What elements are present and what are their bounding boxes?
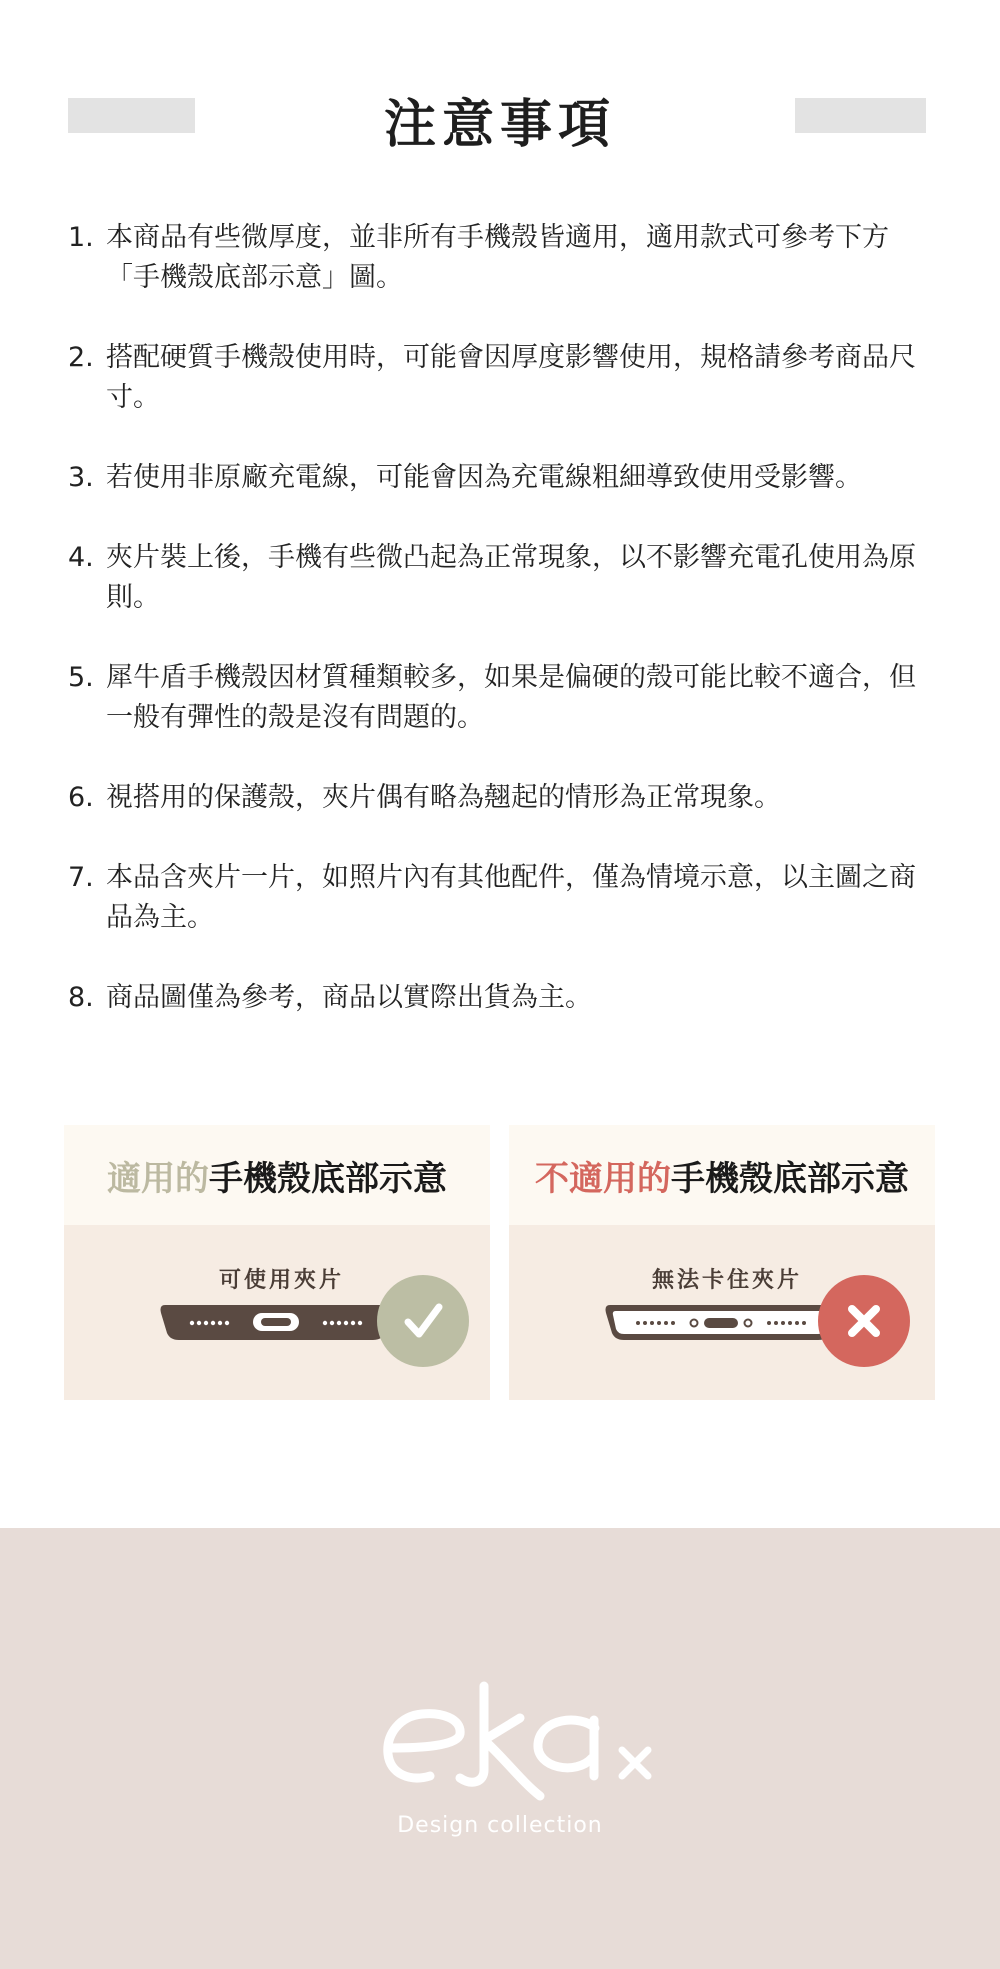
suitable-heading-text: 手機殼底部示意 <box>209 1158 447 1199</box>
note-item-2 <box>68 338 938 418</box>
note-text: 夾片裝上後，手機有些微凸起為正常現象，以不影響充電孔使用為原則。 <box>106 542 916 613</box>
phone-case-bottom-thin-icon <box>159 1303 393 1343</box>
suitable-panel-heading <box>64 1125 490 1225</box>
note-item-8 <box>68 978 938 1018</box>
note-number: 2. <box>68 342 94 373</box>
brand-tagline: Design collection <box>397 1813 603 1838</box>
note-number: 3. <box>68 462 94 493</box>
note-item-3 <box>68 458 938 498</box>
note-text: 商品圖僅為參考，商品以實際出貨為主。 <box>106 982 592 1013</box>
note-number: 5. <box>68 662 94 693</box>
brand-footer <box>0 1528 1000 1969</box>
suitable-caption: 可使用夾片 <box>219 1268 345 1293</box>
suitable-heading-highlight: 適用的 <box>107 1158 209 1199</box>
note-text: 本商品有些微厚度，並非所有手機殼皆適用，適用款式可參考下方「手機殼底部示意」圖。 <box>106 222 889 293</box>
unsuitable-heading-text: 手機殼底部示意 <box>671 1158 909 1199</box>
note-text: 視搭用的保護殼，夾片偶有略為翹起的情形為正常現象。 <box>106 782 781 813</box>
cross-icon <box>841 1298 887 1344</box>
note-number: 1. <box>68 222 94 253</box>
note-number: 6. <box>68 782 94 813</box>
notes-list <box>68 218 938 1058</box>
unsuitable-panel-heading <box>509 1125 935 1225</box>
note-item-6 <box>68 778 938 818</box>
note-text: 本品含夾片一片，如照片內有其他配件，僅為情境示意，以主圖之商品為主。 <box>106 862 916 933</box>
suitable-badge <box>377 1275 469 1367</box>
unsuitable-caption: 無法卡住夾片 <box>652 1268 803 1293</box>
page-title: 注意事項 <box>383 95 616 155</box>
note-text: 搭配硬質手機殼使用時，可能會因厚度影響使用，規格請參考商品尺寸。 <box>106 342 916 413</box>
note-item-7 <box>68 858 938 938</box>
note-item-1 <box>68 218 938 298</box>
suitable-case-panel <box>64 1125 490 1400</box>
suitable-panel-body <box>64 1225 490 1400</box>
note-number: 7. <box>68 862 94 893</box>
unsuitable-case-panel <box>509 1125 935 1400</box>
note-text: 犀牛盾手機殼因材質種類較多，如果是偏硬的殼可能比較不適合，但一般有彈性的殼是沒有問題的。 <box>106 662 916 733</box>
unsuitable-panel-body <box>509 1225 935 1400</box>
note-number: 8. <box>68 982 94 1013</box>
eka-logo-icon <box>380 1678 660 1808</box>
note-item-5 <box>68 658 938 738</box>
note-number: 4. <box>68 542 94 573</box>
unsuitable-badge <box>818 1275 910 1367</box>
note-text: 若使用非原廠充電線，可能會因為充電線粗細導致使用受影響。 <box>106 462 862 493</box>
check-icon <box>400 1298 446 1344</box>
unsuitable-heading-highlight: 不適用的 <box>535 1158 671 1199</box>
note-item-4 <box>68 538 938 618</box>
phone-case-bottom-thick-icon <box>604 1303 838 1343</box>
